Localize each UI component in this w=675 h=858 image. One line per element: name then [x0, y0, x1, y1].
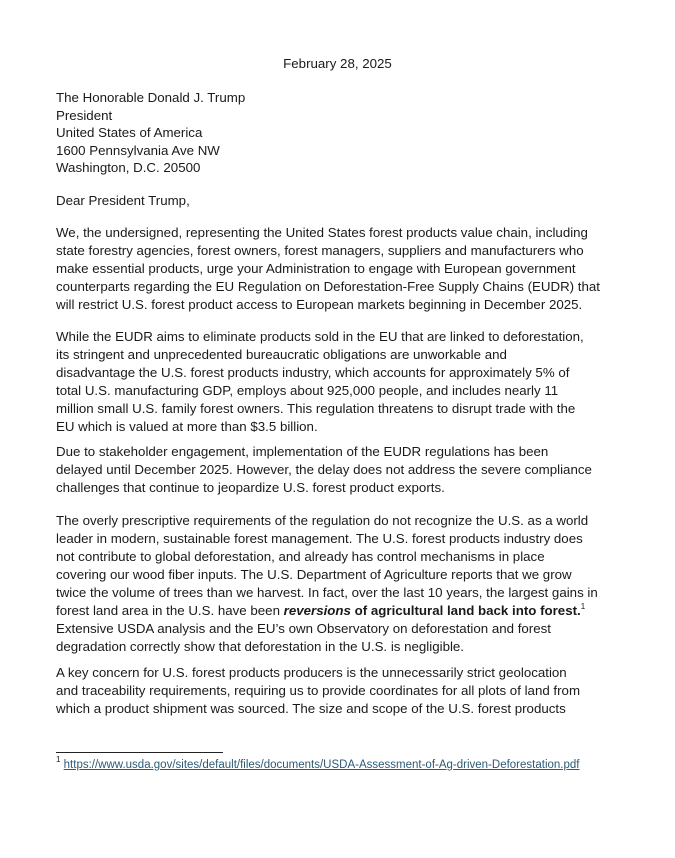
paragraph-line: its stringent and unprecedented bureaucratic obligations are unworkable and	[56, 347, 507, 362]
paragraph-line: delayed until December 2025. However, the delay does not address the severe compliance	[56, 462, 592, 477]
paragraph-1	[56, 224, 656, 314]
paragraph-line: challenges that continue to jeopardize U.S. forest product exports.	[56, 480, 445, 495]
text: forest land area in the U.S. have been	[56, 603, 284, 618]
paragraph-line: Extensive USDA analysis and the EU’s own Observatory on deforestation and forest	[56, 621, 551, 636]
address-line: Washington, D.C. 20500	[56, 160, 201, 175]
paragraph-line: total U.S. manufacturing GDP, employs about 925,000 people, and includes nearly 11	[56, 383, 559, 398]
paragraph-line: million small U.S. family forest owners. This regulation threatens to disrupt trade with the	[56, 401, 576, 416]
paragraph-line: A key concern for U.S. forest products producers is the unnecessarily strict geolocation	[56, 665, 567, 680]
paragraph-line: which a product shipment was sourced. The size and scope of the U.S. forest products	[56, 701, 566, 716]
recipient-address	[56, 89, 656, 177]
paragraph-2	[56, 328, 656, 436]
bold-emphasis: of agricultural land back into forest.	[350, 603, 581, 618]
address-line: 1600 Pennsylvania Ave NW	[56, 142, 220, 158]
paragraph-line: not contribute to global deforestation, and already has control mechanisms in place	[56, 549, 545, 564]
paragraph-line-emphasis	[56, 602, 656, 620]
paragraph-line: will restrict U.S. forest product access to European markets beginning in December 2025.	[56, 297, 583, 312]
address-line: President	[56, 107, 113, 123]
address-line: The Honorable Donald J. Trump	[56, 90, 246, 105]
paragraph-line: disadvantage the U.S. forest products industry, which accounts for approximately 5% of	[56, 365, 570, 380]
paragraph-line: state forestry agencies, forest owners, forest managers, suppliers and manufacturers who	[56, 243, 584, 258]
footnote-link[interactable]: https://www.usda.gov/sites/default/files/documents/USDA-Assessment-of-Ag-driven-Deforestation.pdf	[63, 759, 580, 771]
paragraph-line: and traceability requirements, requiring us to provide coordinates for all plots of land from	[56, 683, 581, 698]
italic-emphasis: reversions	[283, 603, 351, 618]
paragraph-line: While the EUDR aims to eliminate products sold in the EU that are linked to deforestation,	[56, 329, 584, 344]
footnote-reference[interactable]: 1	[580, 602, 586, 611]
salutation-text: Dear President Trump,	[56, 193, 190, 208]
paragraph-line: degradation correctly show that deforestation in the U.S. is negligible.	[56, 639, 465, 654]
footnote-divider	[56, 752, 223, 753]
footnote	[56, 755, 580, 771]
paragraph-line: Due to stakeholder engagement, implementation of the EUDR regulations has been	[56, 444, 549, 459]
paragraph-line: make essential products, urge your Administration to engage with European government	[56, 261, 576, 276]
footnote-number: 1	[56, 755, 61, 764]
paragraph-3	[56, 443, 656, 497]
paragraph-line: counterparts regarding the EU Regulation on Deforestation-Free Supply Chains (EUDR) that	[56, 279, 600, 294]
paragraph-line: twice the volume of trees than we harvest. In fact, over the last 10 years, the largest gains in	[56, 585, 598, 600]
paragraph-line: covering our wood fiber inputs. The U.S. Department of Agriculture reports that we grow	[56, 567, 572, 582]
letter-date: February 28, 2025	[283, 56, 392, 71]
address-line: United States of America	[56, 125, 203, 140]
salutation	[56, 192, 656, 210]
paragraph-5	[56, 664, 656, 718]
paragraph-4-lines	[56, 512, 656, 602]
paragraph-line: The overly prescriptive requirements of the regulation do not recognize the U.S. as a world	[56, 513, 589, 528]
paragraph-line: leader in modern, sustainable forest management. The U.S. forest products industry does	[56, 531, 583, 546]
paragraph-4	[56, 512, 656, 656]
paragraph-line: We, the undersigned, representing the United States forest products value chain, including	[56, 225, 588, 240]
paragraph-line: EU which is valued at more than $3.5 billion.	[56, 419, 318, 434]
